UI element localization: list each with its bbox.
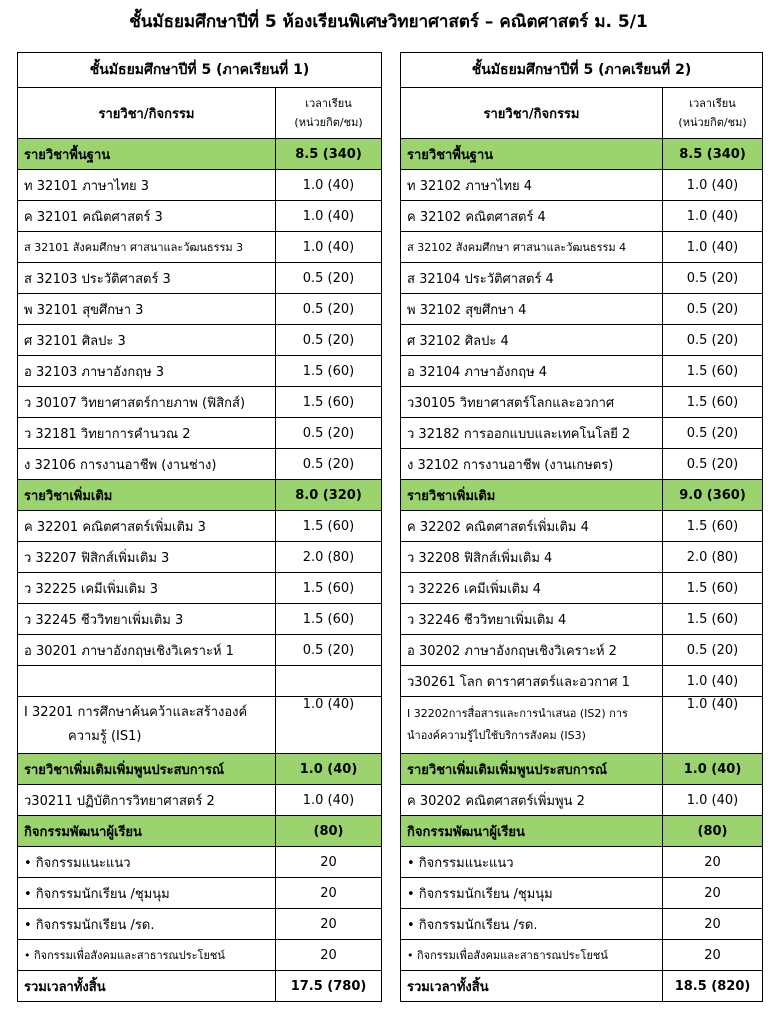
section-row-additional xyxy=(401,480,763,511)
row-value: 1.0 (40) xyxy=(663,754,763,785)
row-name: ศ 32101 ศิลปะ 3 xyxy=(18,325,276,356)
row-name: ค 32202 คณิตศาสตร์เพิ่มเติม 4 xyxy=(401,511,663,542)
row-name: ท 32101 ภาษาไทย 3 xyxy=(18,170,276,201)
row-name-line2: ความรู้ (IS1) xyxy=(68,729,142,744)
row-name: ท 32102 ภาษาไทย 4 xyxy=(401,170,663,201)
row-name: ว 32207 ฟิสิกส์เพิ่มเติม 3 xyxy=(18,542,276,573)
row-name: ส 32103 ประวัติศาสตร์ 3 xyxy=(18,263,276,294)
column-header-time-line1: เวลาเรียน xyxy=(689,97,736,110)
row-value xyxy=(276,666,382,697)
row-value: 1.5 (60) xyxy=(663,511,763,542)
table-row xyxy=(401,449,763,480)
row-name: ค 32201 คณิตศาสตร์เพิ่มเติม 3 xyxy=(18,511,276,542)
table-row xyxy=(18,940,382,971)
row-name: พ 32101 สุขศึกษา 3 xyxy=(18,294,276,325)
row-name: ว30211 ปฏิบัติการวิทยาศาสตร์ 2 xyxy=(18,785,276,816)
row-value: 17.5 (780) xyxy=(276,971,382,1002)
row-value: 20 xyxy=(276,909,382,940)
row-value: 20 xyxy=(276,878,382,909)
table-row-empty xyxy=(18,666,382,697)
row-name: ว 32181 วิทยาการคำนวณ 2 xyxy=(18,418,276,449)
row-name: กิจกรรมพัฒนาผู้เรียน xyxy=(18,816,276,847)
row-name: ว 32208 ฟิสิกส์เพิ่มเติม 4 xyxy=(401,542,663,573)
row-value: 1.5 (60) xyxy=(663,356,763,387)
row-name: อ 30201 ภาษาอังกฤษเชิงวิเคราะห์ 1 xyxy=(18,635,276,666)
table-row xyxy=(18,263,382,294)
table-row xyxy=(401,666,763,697)
table-row xyxy=(18,604,382,635)
row-name: ส 32104 ประวัติศาสตร์ 4 xyxy=(401,263,663,294)
row-name-line1: I 32202การสื่อสารและการนำเสนอ (IS2) การ xyxy=(407,707,628,720)
column-header-time-line2: (หน่วยกิต/ชม) xyxy=(294,116,363,129)
table-row xyxy=(401,356,763,387)
row-value: 18.5 (820) xyxy=(663,971,763,1002)
column-header-time-line1: เวลาเรียน xyxy=(305,97,352,110)
row-value: 2.0 (80) xyxy=(663,542,763,573)
row-value: 1.0 (40) xyxy=(276,232,382,263)
table-row xyxy=(401,511,763,542)
table-row xyxy=(401,542,763,573)
table-row xyxy=(18,449,382,480)
row-value: 0.5 (20) xyxy=(663,449,763,480)
row-name xyxy=(18,666,276,697)
row-value: 8.0 (320) xyxy=(276,480,382,511)
row-name: • กิจกรรมเพื่อสังคมและสาธารณประโยชน์ xyxy=(401,940,663,971)
row-name: • กิจกรรมนักเรียน /ชุมนุม xyxy=(18,878,276,909)
row-value: 0.5 (20) xyxy=(663,635,763,666)
row-value: 0.5 (20) xyxy=(663,418,763,449)
row-value: (80) xyxy=(663,816,763,847)
table-row xyxy=(401,878,763,909)
table-row xyxy=(18,542,382,573)
row-value: 0.5 (20) xyxy=(276,263,382,294)
table-row xyxy=(401,940,763,971)
row-name: • กิจกรรมนักเรียน /รด. xyxy=(401,909,663,940)
row-value: 20 xyxy=(663,847,763,878)
row-name xyxy=(18,697,276,754)
row-value: 20 xyxy=(276,847,382,878)
row-value: 20 xyxy=(276,940,382,971)
column-header-row xyxy=(401,88,763,139)
table-row xyxy=(18,387,382,418)
section-row-basic xyxy=(18,139,382,170)
row-value: 1.0 (40) xyxy=(276,170,382,201)
row-name: • กิจกรรมนักเรียน /ชุมนุม xyxy=(401,878,663,909)
row-name: • กิจกรรมแนะแนว xyxy=(401,847,663,878)
table-title-row xyxy=(18,53,382,88)
row-value: 0.5 (20) xyxy=(276,418,382,449)
row-name: อ 32104 ภาษาอังกฤษ 4 xyxy=(401,356,663,387)
row-value: 20 xyxy=(663,909,763,940)
section-row-activities xyxy=(401,816,763,847)
row-name: ศ 32102 ศิลปะ 4 xyxy=(401,325,663,356)
table-title-row xyxy=(401,53,763,88)
table-row xyxy=(18,201,382,232)
row-name: พ 32102 สุขศึกษา 4 xyxy=(401,294,663,325)
section-row-activities xyxy=(18,816,382,847)
row-name: อ 32103 ภาษาอังกฤษ 3 xyxy=(18,356,276,387)
row-value: 1.5 (60) xyxy=(276,356,382,387)
table-row xyxy=(18,909,382,940)
row-value: 0.5 (20) xyxy=(276,449,382,480)
table-row xyxy=(401,573,763,604)
column-header-subject: รายวิชา/กิจกรรม xyxy=(401,88,663,139)
page-title: ชั้นมัธยมศึกษาปีที่ 5 ห้องเรียนพิเศษวิทยาศาสตร์ – คณิตศาสตร์ ม. 5/1 xyxy=(129,12,648,32)
table-row xyxy=(401,909,763,940)
row-name: ว 32182 การออกแบบและเทคโนโลยี 2 xyxy=(401,418,663,449)
row-name-line2: นำองค์ความรู้ไปใช้บริการสังคม (IS3) xyxy=(407,729,586,742)
total-row xyxy=(18,971,382,1002)
row-value: 1.0 (40) xyxy=(663,201,763,232)
row-value: 20 xyxy=(663,878,763,909)
table-row xyxy=(18,511,382,542)
row-value: 20 xyxy=(663,940,763,971)
table-row xyxy=(18,847,382,878)
row-name: ค 32101 คณิตศาสตร์ 3 xyxy=(18,201,276,232)
table-row xyxy=(18,294,382,325)
table-row xyxy=(401,325,763,356)
section-row-basic xyxy=(401,139,763,170)
row-value: 0.5 (20) xyxy=(276,635,382,666)
row-name: รายวิชาเพิ่มเติม xyxy=(18,480,276,511)
column-header-row xyxy=(18,88,382,139)
row-name: อ 30202 ภาษาอังกฤษเชิงวิเคราะห์ 2 xyxy=(401,635,663,666)
row-value: 0.5 (20) xyxy=(663,263,763,294)
row-value: 0.5 (20) xyxy=(663,294,763,325)
row-value: 1.0 (40) xyxy=(663,785,763,816)
section-row-enrichment xyxy=(401,754,763,785)
row-name: ว 32245 ชีววิทยาเพิ่มเติม 3 xyxy=(18,604,276,635)
semester-title: ชั้นมัธยมศึกษาปีที่ 5 (ภาคเรียนที่ 1) xyxy=(18,53,382,88)
row-name: รายวิชาเพิ่มเติมเพิ่มพูนประสบการณ์ xyxy=(401,754,663,785)
row-name: ส 32102 สังคมศึกษา ศาสนาและวัฒนธรรม 4 xyxy=(401,232,663,263)
row-value: 1.5 (60) xyxy=(663,387,763,418)
row-name: ว30261 โลก ดาราศาสตร์และอวกาศ 1 xyxy=(401,666,663,697)
table-row xyxy=(401,847,763,878)
table-row xyxy=(18,418,382,449)
row-name xyxy=(401,697,663,754)
table-row xyxy=(401,418,763,449)
row-value: 1.5 (60) xyxy=(276,573,382,604)
table-row xyxy=(18,325,382,356)
row-value: 1.5 (60) xyxy=(276,387,382,418)
row-name: • กิจกรรมนักเรียน /รด. xyxy=(18,909,276,940)
semester-title: ชั้นมัธยมศึกษาปีที่ 5 (ภาคเรียนที่ 2) xyxy=(401,53,763,88)
row-value: 1.0 (40) xyxy=(276,201,382,232)
row-name: ส 32101 สังคมศึกษา ศาสนาและวัฒนธรรม 3 xyxy=(18,232,276,263)
row-value: (80) xyxy=(276,816,382,847)
semester-1-table xyxy=(17,52,382,1002)
row-name: รายวิชาพื้นฐาน xyxy=(401,139,663,170)
row-name: ว 30107 วิทยาศาสตร์กายภาพ (ฟิสิกส์) xyxy=(18,387,276,418)
row-value: 1.0 (40) xyxy=(276,754,382,785)
row-value: 2.0 (80) xyxy=(276,542,382,573)
table-row xyxy=(18,232,382,263)
column-header-time xyxy=(663,88,763,139)
table-row xyxy=(18,170,382,201)
column-header-time-line2: (หน่วยกิต/ชม) xyxy=(678,116,747,129)
table-row xyxy=(401,232,763,263)
row-value: 1.0 (40) xyxy=(663,666,763,697)
table-row xyxy=(18,878,382,909)
row-value: 1.0 (40) xyxy=(276,785,382,816)
row-value: 0.5 (20) xyxy=(276,325,382,356)
table-row xyxy=(401,785,763,816)
table-row xyxy=(18,356,382,387)
row-name: ว 32246 ชีววิทยาเพิ่มเติม 4 xyxy=(401,604,663,635)
row-value: 8.5 (340) xyxy=(276,139,382,170)
row-value: 0.5 (20) xyxy=(276,294,382,325)
row-value: 9.0 (360) xyxy=(663,480,763,511)
row-name: ค 32102 คณิตศาสตร์ 4 xyxy=(401,201,663,232)
table-row xyxy=(401,294,763,325)
column-header-subject: รายวิชา/กิจกรรม xyxy=(18,88,276,139)
total-row xyxy=(401,971,763,1002)
row-value: 1.5 (60) xyxy=(663,604,763,635)
row-value: 0.5 (20) xyxy=(663,325,763,356)
table-row xyxy=(401,697,763,754)
row-name: กิจกรรมพัฒนาผู้เรียน xyxy=(401,816,663,847)
row-name: รายวิชาเพิ่มเติมเพิ่มพูนประสบการณ์ xyxy=(18,754,276,785)
row-name: รายวิชาเพิ่มเติม xyxy=(401,480,663,511)
row-name: ว30105 วิทยาศาสตร์โลกและอวกาศ xyxy=(401,387,663,418)
column-header-time xyxy=(276,88,382,139)
row-value: 1.5 (60) xyxy=(276,604,382,635)
table-row xyxy=(18,785,382,816)
row-value: 1.0 (40) xyxy=(663,232,763,263)
row-name: ว 32225 เคมีเพิ่มเติม 3 xyxy=(18,573,276,604)
table-row xyxy=(18,697,382,754)
table-row xyxy=(401,170,763,201)
section-row-additional xyxy=(18,480,382,511)
row-name: รวมเวลาทั้งสิ้น xyxy=(18,971,276,1002)
row-name: รายวิชาพื้นฐาน xyxy=(18,139,276,170)
row-value: 8.5 (340) xyxy=(663,139,763,170)
table-row xyxy=(401,201,763,232)
table-row xyxy=(401,635,763,666)
row-name: ง 32106 การงานอาชีพ (งานช่าง) xyxy=(18,449,276,480)
table-row xyxy=(401,263,763,294)
row-name: ว 32226 เคมีเพิ่มเติม 4 xyxy=(401,573,663,604)
row-value: 1.5 (60) xyxy=(276,511,382,542)
table-row xyxy=(18,635,382,666)
table-row xyxy=(401,604,763,635)
row-name: ง 32102 การงานอาชีพ (งานเกษตร) xyxy=(401,449,663,480)
row-value: 1.5 (60) xyxy=(663,573,763,604)
row-value: 1.0 (40) xyxy=(276,697,382,754)
row-value: 1.0 (40) xyxy=(663,170,763,201)
row-name: • กิจกรรมแนะแนว xyxy=(18,847,276,878)
table-row xyxy=(18,573,382,604)
row-name: • กิจกรรมเพื่อสังคมและสาธารณประโยชน์ xyxy=(18,940,276,971)
section-row-enrichment xyxy=(18,754,382,785)
row-name: ค 30202 คณิตศาสตร์เพิ่มพูน 2 xyxy=(401,785,663,816)
semester-2-table xyxy=(400,52,763,1002)
row-name: รวมเวลาทั้งสิ้น xyxy=(401,971,663,1002)
row-value: 1.0 (40) xyxy=(663,697,763,754)
row-name-line1: I 32201 การศึกษาค้นคว้าและสร้างองค์ xyxy=(24,705,248,720)
table-row xyxy=(401,387,763,418)
